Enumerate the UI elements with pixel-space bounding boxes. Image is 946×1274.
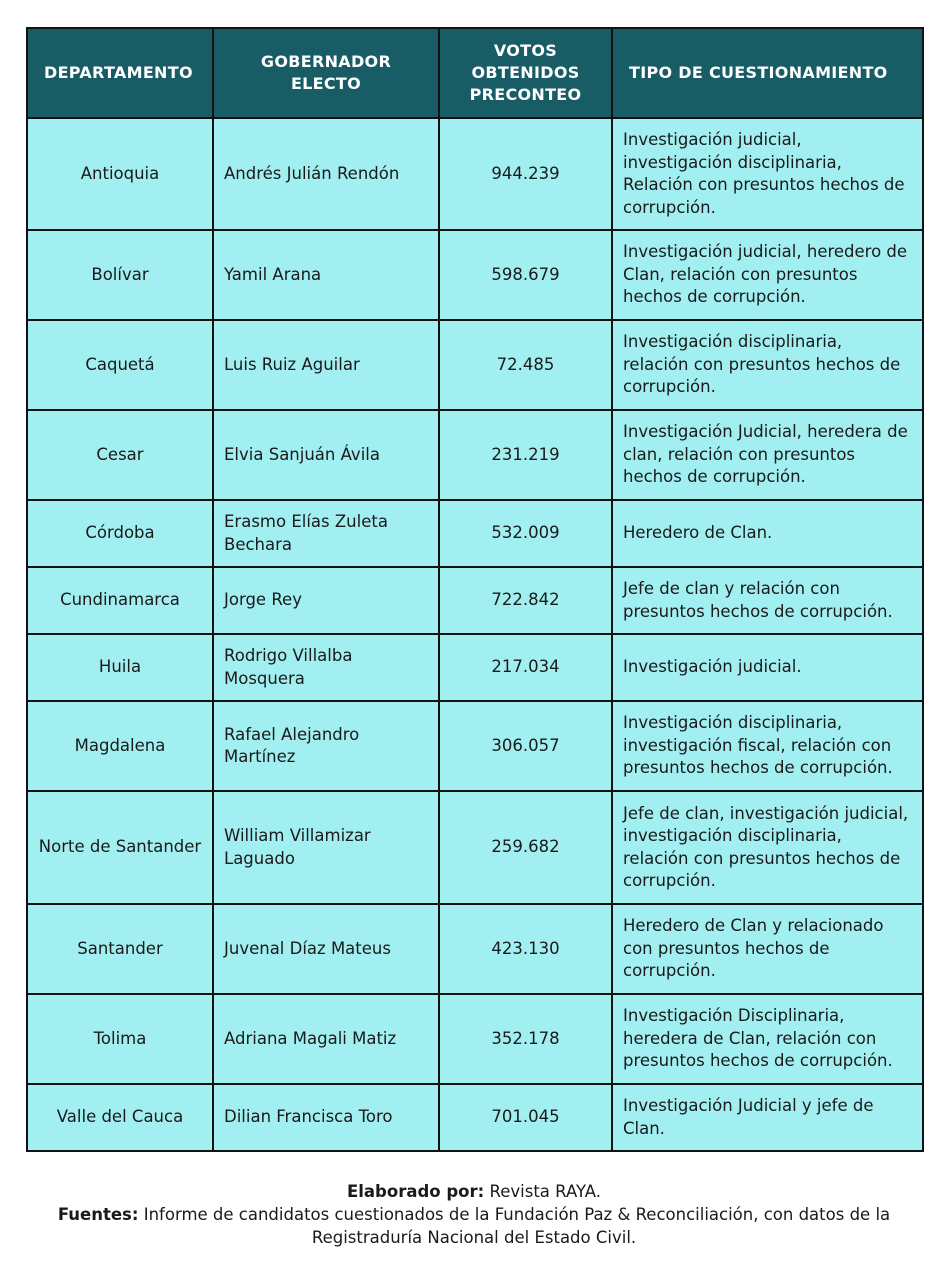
table-row bbox=[27, 410, 923, 500]
sources-label: Fuentes: bbox=[57, 1205, 139, 1224]
cell-votos: 944.239 bbox=[439, 118, 612, 230]
header-gobernador: GOBERNADOR ELECTO bbox=[213, 28, 439, 118]
cell-departamento: Santander bbox=[27, 904, 213, 994]
credit-label: Elaborado por: bbox=[346, 1182, 485, 1201]
table-row bbox=[27, 904, 923, 994]
cell-departamento: Antioquia bbox=[27, 118, 213, 230]
cell-votos: 598.679 bbox=[439, 230, 612, 320]
table-row bbox=[27, 994, 923, 1084]
source-footer bbox=[26, 1180, 922, 1249]
cell-gobernador: Juvenal Díaz Mateus bbox=[213, 904, 439, 994]
cell-departamento: Córdoba bbox=[27, 500, 213, 567]
cell-tipo: Investigación judicial. bbox=[612, 634, 923, 701]
cell-tipo: Investigación Judicial, heredera de clan, relación con presuntos hechos de corrupción. bbox=[612, 410, 923, 500]
header-row bbox=[27, 28, 923, 118]
cell-gobernador: Adriana Magali Matiz bbox=[213, 994, 439, 1084]
cell-gobernador: Elvia Sanjuán Ávila bbox=[213, 410, 439, 500]
table-row bbox=[27, 118, 923, 230]
cell-gobernador: Dilian Francisca Toro bbox=[213, 1084, 439, 1151]
table-row bbox=[27, 320, 923, 410]
credit-line bbox=[26, 1180, 922, 1203]
cell-votos: 532.009 bbox=[439, 500, 612, 567]
cell-gobernador: Andrés Julián Rendón bbox=[213, 118, 439, 230]
cell-tipo: Investigación Disciplinaria, heredera de Clan, relación con presuntos hechos de corrupción. bbox=[612, 994, 923, 1084]
cell-votos: 72.485 bbox=[439, 320, 612, 410]
sources-line bbox=[26, 1203, 922, 1249]
cell-gobernador: Rafael Alejandro Martínez bbox=[213, 701, 439, 791]
table-body bbox=[27, 118, 923, 1151]
table-row bbox=[27, 634, 923, 701]
cell-votos: 217.034 bbox=[439, 634, 612, 701]
cell-votos: 231.219 bbox=[439, 410, 612, 500]
cell-gobernador: Erasmo Elías Zuleta Bechara bbox=[213, 500, 439, 567]
cell-gobernador: Luis Ruiz Aguilar bbox=[213, 320, 439, 410]
cell-tipo: Investigación disciplinaria, relación con presuntos hechos de corrupción. bbox=[612, 320, 923, 410]
cell-votos: 423.130 bbox=[439, 904, 612, 994]
cell-tipo: Investigación judicial, heredero de Clan, relación con presuntos hechos de corrupción. bbox=[612, 230, 923, 320]
cell-tipo: Jefe de clan, investigación judicial, investigación disciplinaria, relación con presuntos hechos de corrupción. bbox=[612, 791, 923, 904]
cell-departamento: Valle del Cauca bbox=[27, 1084, 213, 1151]
cell-departamento: Cesar bbox=[27, 410, 213, 500]
cell-tipo: Investigación Judicial y jefe de Clan. bbox=[612, 1084, 923, 1151]
header-departamento: DEPARTAMENTO bbox=[27, 28, 213, 118]
cell-votos: 259.682 bbox=[439, 791, 612, 904]
cell-tipo: Investigación judicial, investigación disciplinaria, Relación con presuntos hechos de corrupción. bbox=[612, 118, 923, 230]
sources-value: Informe de candidatos cuestionados de la Fundación Paz & Reconciliación, con datos de la Registraduría Nacional del Estado Civil. bbox=[143, 1205, 891, 1247]
cell-gobernador: Yamil Arana bbox=[213, 230, 439, 320]
table-row bbox=[27, 1084, 923, 1151]
cell-votos: 722.842 bbox=[439, 567, 612, 634]
cell-tipo: Heredero de Clan. bbox=[612, 500, 923, 567]
cell-gobernador: Jorge Rey bbox=[213, 567, 439, 634]
cell-departamento: Bolívar bbox=[27, 230, 213, 320]
table-row bbox=[27, 230, 923, 320]
cell-tipo: Investigación disciplinaria, investigación fiscal, relación con presuntos hechos de corrupción. bbox=[612, 701, 923, 791]
cell-departamento: Cundinamarca bbox=[27, 567, 213, 634]
governors-table bbox=[26, 27, 924, 1152]
cell-gobernador: Rodrigo Villalba Mosquera bbox=[213, 634, 439, 701]
cell-departamento: Norte de Santander bbox=[27, 791, 213, 904]
header-votos: VOTOS OBTENIDOS PRECONTEO bbox=[439, 28, 612, 118]
table-row bbox=[27, 567, 923, 634]
cell-gobernador: William Villamizar Laguado bbox=[213, 791, 439, 904]
cell-departamento: Huila bbox=[27, 634, 213, 701]
cell-votos: 306.057 bbox=[439, 701, 612, 791]
cell-departamento: Tolima bbox=[27, 994, 213, 1084]
table-row bbox=[27, 500, 923, 567]
header-tipo: TIPO DE CUESTIONAMIENTO bbox=[612, 28, 923, 118]
cell-departamento: Magdalena bbox=[27, 701, 213, 791]
table-row bbox=[27, 791, 923, 904]
table-header bbox=[27, 28, 923, 118]
cell-tipo: Heredero de Clan y relacionado con presuntos hechos de corrupción. bbox=[612, 904, 923, 994]
cell-votos: 701.045 bbox=[439, 1084, 612, 1151]
cell-votos: 352.178 bbox=[439, 994, 612, 1084]
cell-tipo: Jefe de clan y relación con presuntos hechos de corrupción. bbox=[612, 567, 923, 634]
table-row bbox=[27, 701, 923, 791]
credit-value: Revista RAYA. bbox=[489, 1182, 601, 1201]
cell-departamento: Caquetá bbox=[27, 320, 213, 410]
